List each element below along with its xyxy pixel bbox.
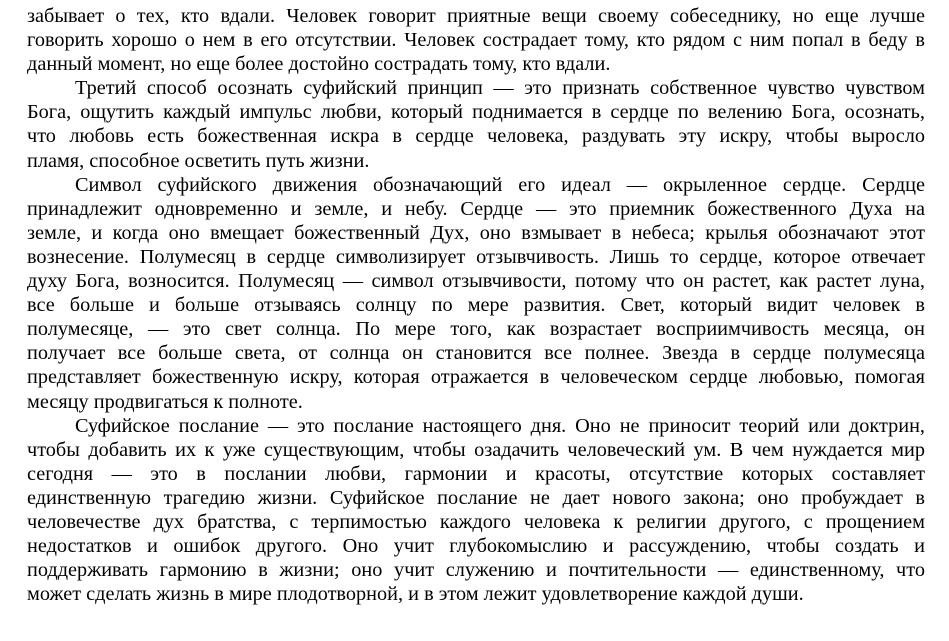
- text-line: Суфийское послание — это послание настоящего дня. Оно не приносит теорий или доктрин,: [75, 414, 925, 437]
- text-line: единственную трагедию жизни. Суфийское послание не дает нового закона; оно пробуждает в: [27, 486, 925, 509]
- text-line: недостатков и ошибок другого. Оно учит глубокомыслию и рассуждению, чтобы создать и: [27, 535, 925, 558]
- text-line: получает все больше света, от солнца он становится все полнее. Звезда в сердце полумесяца: [27, 342, 925, 365]
- text-line: пламя, способное осветить путь жизни.: [27, 149, 370, 172]
- text-line: полумесяце, — это свет солнца. По мере того, как возрастает восприимчивость месяца, он: [27, 318, 925, 341]
- paragraph: [27, 4, 925, 76]
- text-line: Третий способ осознать суфийский принцип — это признать собственное чувство чувством: [75, 77, 925, 100]
- text-line: принадлежит одновременно и земле, и небу. Сердце — это приемник божественного Духа на: [27, 197, 925, 220]
- text-line: Бога, ощутить каждый импульс любви, который поднимается в сердце по велению Бога, осознать,: [27, 101, 925, 124]
- text-line: Символ суфийского движения обозначающий его идеал — окрыленное сердце. Сердце: [75, 173, 925, 196]
- paragraph: [27, 414, 925, 607]
- paragraph: [27, 173, 925, 414]
- text-line: человечестве дух братства, с терпимостью каждого человека к религии другого, с прощением: [27, 510, 925, 533]
- text-line: земле, и когда оно вмещает божественный Дух, оно взмывает в небеса; крылья обозначают этот: [27, 221, 925, 244]
- text-line: забывает о тех, кто вдали. Человек говорит приятные вещи своему собеседнику, но еще лучше: [27, 5, 925, 27]
- paragraph: [27, 76, 925, 172]
- text-line: может сделать жизнь в мире плодотворной, и в этом лежит удовлетворение каждой души.: [27, 583, 804, 606]
- text-line: чтобы добавить их к уже существующим, чтобы озадачить человеческий ум. В чем нуждается мир: [27, 438, 925, 461]
- text-line: все больше и больше отзываясь солнцу по мере развития. Свет, который видит человек в: [27, 294, 925, 317]
- text-line: духу Бога, возносится. Полумесяц — символ отзывчивости, потому что он растет, как растет луна,: [27, 270, 925, 293]
- text-line: представляет божественную искру, которая отражается в человеческом сердце любовью, помогая: [27, 366, 925, 389]
- text-line: что любовь есть божественная искра в сердце человека, раздувать эту искру, чтобы выросло: [27, 125, 925, 148]
- text-line: месяцу продвигаться к полноте.: [27, 390, 303, 413]
- text-line: сегодня — это в послании любви, гармонии и красоты, отсутствие которых составляет: [27, 462, 925, 485]
- text-line: вознесение. Полумесяц в сердце символизирует отзывчивость. Лишь то сердце, которое отвечает: [27, 245, 925, 268]
- text-line: поддерживать гармонию в жизни; оно учит служению и почтительности — единственному, что: [27, 559, 925, 582]
- text-line: говорить хорошо о нем в его отсутствии. Человек сострадает тому, кто рядом с ним попал в беду в: [27, 29, 925, 52]
- text-line: данный момент, но еще более достойно сострадать тому, кто вдали.: [27, 53, 611, 76]
